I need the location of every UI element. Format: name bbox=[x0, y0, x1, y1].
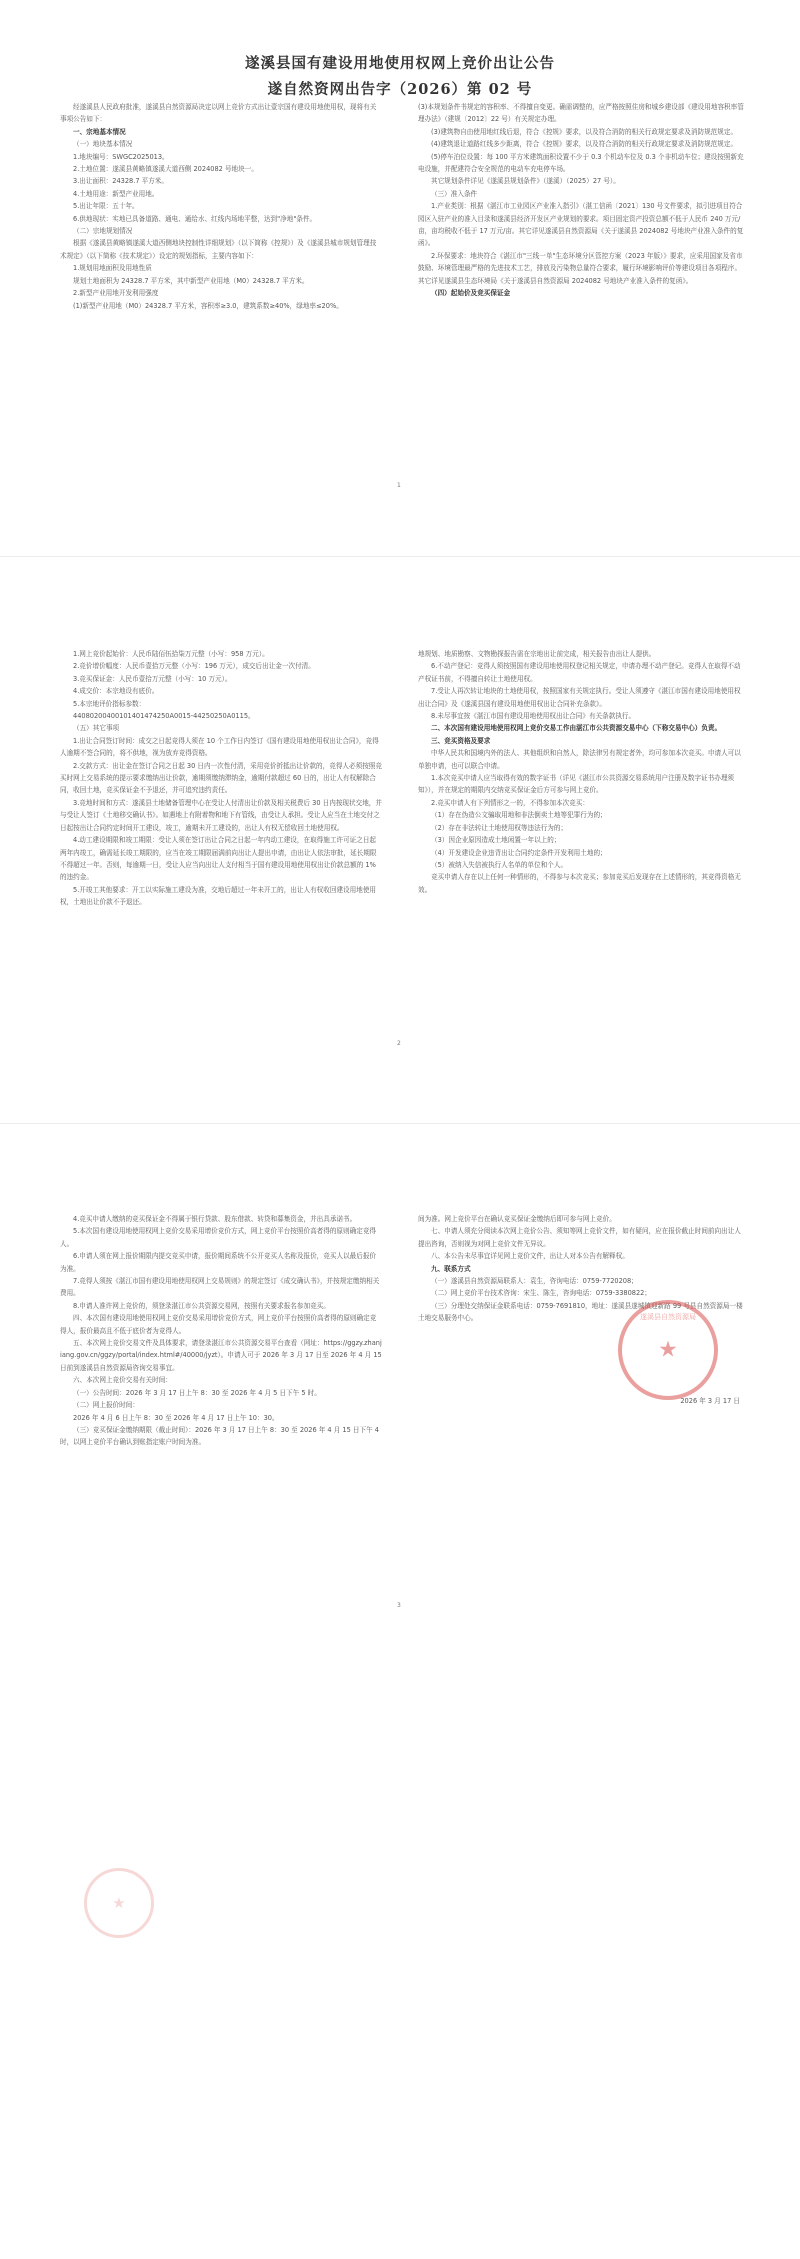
paragraph: 1.产业类别：根据《湛江市工业园区产业准入指引》（湛工信函〔2021〕130 号文件要求，拟引进项目符合园区入驻产业的准入目录和遂溪县经济开发区产业规划的要求。项目固定资产投资总额不低于人民币 240 万元/亩，亩均税收不低于 17 万元/亩。其它详见遂溪县自然资源局《关于遂溪县 2024082 号地块产业准入条件的复函》。 bbox=[418, 202, 744, 248]
paragraph: 1.网上竞价起始价：人民币陆佰伍拾柒万元整（小写：958 万元）。 bbox=[73, 650, 269, 658]
page1-right-column bbox=[418, 101, 744, 300]
paragraph: 2.新型产业用地开发利用强度 bbox=[73, 289, 159, 298]
paragraph: (4)建筑退让道路红线多少距离，符合《控规》要求，以及符合消防的相关行政规定要求及消防规范规定。 bbox=[431, 140, 738, 149]
paragraph: （三）竞买保证金缴纳期限（截止时间）：2026 年 3 月 17 日上午 8：30 至 2026 年 4 月 15 日下午 4 时，以网上竞价平台确认到账指定账户时间为准。 bbox=[60, 1425, 379, 1447]
faint-seal-mark bbox=[84, 1868, 154, 1938]
issue-date: 2026 年 3 月 17 日 bbox=[680, 1397, 740, 1405]
paragraph: 3.出让面积：24328.7 平方米。 bbox=[73, 177, 168, 186]
paragraph: 7.受让人再次转让地块的土地使用权，按照国家有关规定执行。受让人须遵守《湛江市国有建设用地使用权出让合同》及《遂溪县国有建设用地使用权出让合同补充条款》。 bbox=[418, 687, 741, 708]
paragraph: 五、本次网上竞价交易文件及具体要求，请登录湛江市公共资源交易平台查看（网址：https://ggzy.zhanjiang.gov.cn/ggzy/portal/index.html#/40000/jyzt）。申请人可于 2026 年 3 月 17 日至 2026 年 4 月 15 日前到遂溪县自然资源局咨询交易事宜。 bbox=[60, 1339, 382, 1372]
paragraph: (3)本规划条件书规定的容积率、不得擅自变更。确需调整的，应严格按照住房和城乡建设部《建设用地容积率管理办法》（建规〔2012〕22 号）有关规定办理。 bbox=[418, 103, 744, 124]
seal-star-icon: ★ bbox=[658, 1337, 678, 1363]
paragraph: 其它规划条件详见《遂溪县规划条件》（遂溪）（2025）27 号）。 bbox=[431, 177, 620, 186]
paragraph: 8.未尽事宜按《湛江市国有建设用地使用权出让合同》有关条款执行。 bbox=[431, 712, 636, 721]
paragraph: （一）公告时间：2026 年 3 月 17 日上午 8：30 至 2026 年 4 月 5 日下午 5 时。 bbox=[73, 1388, 321, 1397]
page3-left-column bbox=[60, 1213, 382, 1449]
paragraph: 2.竞价增价幅度：人民币壹拾万元整（小写：196 万元），成交后出让金一次付清。 bbox=[73, 662, 315, 671]
paragraph: 2.竞买申请人有下列情形之一的，不得参加本次竞买： bbox=[431, 798, 589, 807]
paragraph: 二、本次国有建设用地使用权网上竞价交易工作由湛江市公共资源交易中心（下称交易中心）负责。 bbox=[431, 724, 722, 733]
paragraph: 44080200400101401474250A0015-44250250A0115。 bbox=[73, 712, 255, 721]
paragraph: 4.土地用途：新型产业用地。 bbox=[73, 189, 159, 198]
paragraph: (1)新型产业用地（M0）24328.7 平方米，容积率≥3.0，建筑系数≥40%，绿地率≤20%。 bbox=[73, 301, 343, 310]
paragraph: 2026 年 4 月 6 日上午 8：30 至 2026 年 4 月 17 日上午 10：30。 bbox=[73, 1413, 279, 1422]
document-number: 遂自然资网出告字（2026）第 02 号 bbox=[267, 81, 533, 98]
paragraph: 5.本宗地评价指标参数： bbox=[73, 699, 146, 708]
paragraph: 规划土地面积为 24328.7 平方米，其中新型产业用地（M0）24328.7 平方米。 bbox=[73, 276, 309, 285]
paragraph: （5）被纳入失信被执行人名单的单位和个人。 bbox=[431, 860, 568, 869]
page-number-1: 1 bbox=[397, 482, 401, 489]
paragraph: （四）起始价及竞买保证金 bbox=[431, 289, 511, 298]
paragraph: 九、联系方式 bbox=[431, 1264, 471, 1273]
paragraph: （一）遂溪县自然资源局联系人：袁生，咨询电话：0759-7720208； bbox=[431, 1277, 638, 1286]
paragraph: 1.本次竞买申请人应当取得有效的数字证书（详见《湛江市公共资源交易系统用户注册及数字证书办理须知》），并在规定的期限内交纳竞买保证金后方可参与网上竞价。 bbox=[418, 774, 735, 795]
paragraph: （4）开发建设企业违背出让合同约定条件开发利用土地的； bbox=[431, 848, 607, 857]
page2-right-column bbox=[418, 648, 744, 896]
paragraph: (5)停车泊位设置：每 100 平方米建筑面积设置不少于 0.3 个机动车位及 0.3 个非机动车位；建设按照新充电设施，并配建符合安全规范的电动车充电停车场。 bbox=[418, 152, 744, 174]
paragraph: 中华人民共和国境内外的法人、其他组织和自然人，除法律另有规定者外，均可参加本次竞买。申请人可以单独申请，也可以联合申请。 bbox=[418, 749, 741, 770]
paragraph: 6.不动产登记：竞得人须按照国有建设用地使用权登记相关规定，申请办理不动产登记。竞得人在取得不动产权证书前，不得擅自转让土地使用权。 bbox=[418, 662, 741, 683]
paragraph: 三、竞买资格及要求 bbox=[431, 736, 491, 745]
paragraph: 2.环保要求：地块符合《湛江市"三线一单"生态环境分区管控方案（2023 年版）》要求，应采用国家及省市鼓励、环境管理最严格的先进技术工艺，排放及污染物总量符合要求，履行环境影响评价等建设项目各项程序。其它详见遂溪县生态环境局《关于遂溪县自然资源局 2024082 号地块产业准入条件的复函》。 bbox=[418, 251, 743, 285]
official-seal bbox=[618, 1300, 718, 1400]
paragraph: (3)建筑物自由使用地红线后退，符合《控规》要求，以及符合消防的相关行政规定要求及消防规范规定。 bbox=[431, 127, 738, 136]
paragraph: 6.申请人须在网上报价期限内提交竞买申请，报价期间系统不公开竞买人名称及报价，竞买人以最后报价为准。 bbox=[60, 1252, 377, 1273]
paragraph: （2）存在非法转让土地使用权等违法行为的； bbox=[431, 823, 568, 832]
paragraph: （二）宗地规划情况 bbox=[73, 227, 133, 236]
paragraph: 八、本公告未尽事宜详见网上竞价文件，出让人对本公告有解释权。 bbox=[431, 1252, 629, 1261]
paragraph: 1.出让合同签订时间：成交之日起竞得人须在 10 个工作日内签订《国有建设用地使用权出让合同》，竞得人逾期不签合同的，将不供地，视为放弃竞得资格。 bbox=[60, 736, 379, 758]
paragraph: 一、宗地基本情况 bbox=[73, 127, 126, 136]
paragraph: 七、申请人须充分阅读本次网上竞价公告、须知等网上竞价文件，如有疑问，应在报价截止时间前向出让人提出咨询，否则视为对网上竞价文件无异议。 bbox=[418, 1227, 741, 1248]
page-number-2: 2 bbox=[397, 1040, 401, 1047]
paragraph: 2.土地位置：遂溪县黄略镇遂溪大道西侧 2024082 号地块一。 bbox=[73, 165, 258, 174]
seal-text: 遂溪县自然资源局 bbox=[640, 1313, 696, 1321]
paragraph: 根据《遂溪县黄略镇遂溪大道西侧地块控制性详细规划》（以下简称《控规》）及《遂溪县城市规划管理技术规定》（以下简称《技术规定》）设定的规划指标，主要内容如下： bbox=[60, 239, 377, 260]
paragraph: （三）分理处交纳保证金联系电话：0759-7691810，地址：遂溪县遂城镇迎新路 99 号县自然资源局一楼土地交易服务中心。 bbox=[418, 1301, 743, 1323]
paragraph: 5.出让年限：五十年。 bbox=[73, 202, 139, 211]
paragraph: （一）地块基本情况 bbox=[73, 140, 133, 149]
paragraph: 2.交款方式：出让金在签订合同之日起 30 日内一次性付清，采用竞价折抵出让价款的，竞得人必须按照竞买时网上交易系统的提示要求缴纳出让价款，逾期须缴纳滞纳金，逾期付款超过 60 日的，出让人有权解除合同，收回土地，竞买保证金不予退还，并可追究违约责任。 bbox=[60, 761, 382, 795]
paragraph: 竞买申请人存在以上任何一种情形的，不得参与本次竞买；参加竞买后发现存在上述情形的，其竞得资格无效。 bbox=[418, 873, 741, 894]
paragraph: 四、本次国有建设用地使用权网上竞价交易采用增价竞价方式，网上竞价平台按照价高者得的原则确定竞得人，报价最高且不低于底价者为竞得人。 bbox=[60, 1314, 377, 1335]
paragraph: 1.地块编号：SWGC2025013。 bbox=[73, 152, 169, 161]
faint-seal-star-icon: ★ bbox=[112, 1894, 126, 1912]
paragraph: 3.竞地时间和方式：遂溪县土地储备管理中心在受让人付清出让价款及相关税费后 30 日内按现状交地，并与受让人签订《土地移交确认书》。如遇地上有附着物和地下有管线，由受让人承担。受让人应当在土地交付之日起按出让合同约定时间开工建设，竣工，逾期未开工建设的，出让人有权无偿收回土地使用权。 bbox=[60, 798, 382, 832]
paragraph: 间为准。网上竞价平台在确认竞买保证金缴纳后即可参与网上竞价。 bbox=[418, 1215, 616, 1223]
paragraph: 6.供地现状：实地已具备道路、通电、通给水、红线内场地平整，达到"净地"条件。 bbox=[73, 214, 317, 223]
page2-left-column bbox=[60, 648, 382, 909]
paragraph: 3.竞买保证金：人民币壹拾万元整（小写：10 万元）。 bbox=[73, 674, 232, 683]
paragraph: 7.竞得人须按《湛江市国有建设用地使用权网上交易规则》的规定签订《成交确认书》，并按规定缴纳相关费用。 bbox=[60, 1277, 380, 1298]
paragraph: 经遂溪县人民政府批准，遂溪县自然资源局决定以网上竞价方式出让壹宗国有建设用地使用权，现将有关事项公告如下： bbox=[60, 103, 377, 124]
paragraph: 5.本次国有建设用地使用权网上竞价交易采用增价竞价方式，网上竞价平台按照价高者得的原则确定竞得人。 bbox=[60, 1227, 377, 1248]
paragraph: （1）存在伪造公文骗取用地和非法倒卖土地等犯罪行为的； bbox=[431, 811, 607, 820]
paragraph: 1.规划用地面积及用地性质 bbox=[73, 264, 152, 273]
paragraph: 4.成交价：本宗地设有底价。 bbox=[73, 687, 159, 696]
paragraph: （二）网上竞价平台技术咨询：宋生、陈生，咨询电话：0759-3380822； bbox=[431, 1289, 651, 1298]
paragraph: （五）其它事项 bbox=[73, 724, 120, 733]
page-divider-1 bbox=[0, 556, 800, 557]
page-divider-2 bbox=[0, 1123, 800, 1124]
document-title: 遂溪县国有建设用地使用权网上竞价出让公告 bbox=[245, 55, 555, 72]
page1-left-column bbox=[60, 101, 382, 312]
paragraph: 8.申请人准许网上竞价的，须登录湛江市公共资源交易网，按照有关要求报名参加竞买。 bbox=[73, 1301, 330, 1310]
paragraph: 六、本次网上竞价交易有关时间： bbox=[73, 1376, 172, 1385]
paragraph: 地规划、地质勘察、文物勘探报告需在宗地出让前完成，相关报告由出让人提供。 bbox=[418, 650, 656, 658]
paragraph: 5.开竣工其他要求：开工以实际施工建设为准，交地后超过一年未开工的，出让人有权收回建设用地使用权，土地出让价款不予退还。 bbox=[60, 885, 377, 907]
paragraph: （二）网上报价时间： bbox=[73, 1401, 139, 1410]
page-number-3: 3 bbox=[397, 1602, 401, 1609]
paragraph: 4.动工建设期限和竣工期限：受让人须在签订出让合同之日起一年内动工建设，在取得施工许可证之日起两年内竣工，确需延长竣工期限的，应当在竣工期限届满前向出让人提出申请，由出让人依法审批，延长期限不得超过一年。否则，每逾期一日，受让人应当向出让人支付相当于国有建设用地使用权出让价款总额的 1%的违约金。 bbox=[60, 836, 377, 882]
paragraph: 4.竞买申请人缴纳的竞买保证金不得属于银行贷款、股东借款、转贷和募集资金，并出具承诺书。 bbox=[73, 1215, 357, 1223]
paragraph: （三）准入条件 bbox=[431, 189, 478, 198]
paragraph: （3）因企业原因造成土地闲置一年以上的； bbox=[431, 836, 561, 845]
